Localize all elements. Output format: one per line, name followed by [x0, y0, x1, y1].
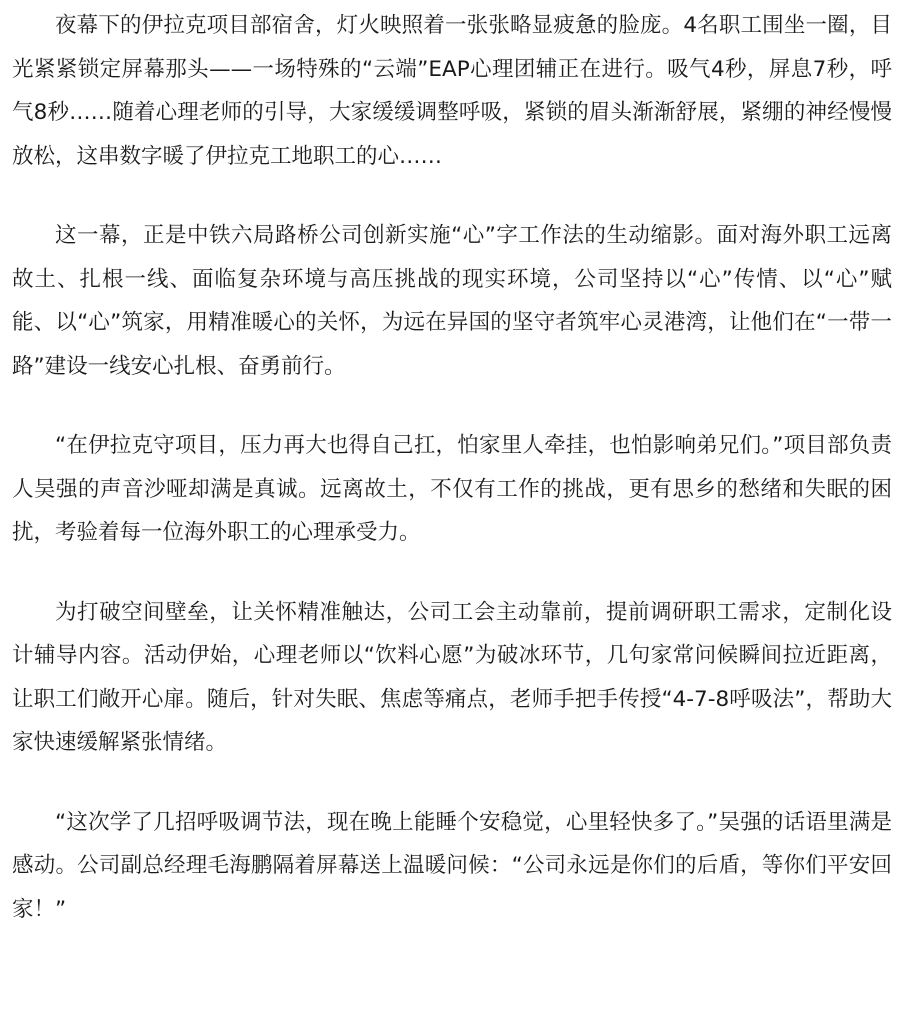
article-paragraph: 这一幕，正是中铁六局路桥公司创新实施“心”字工作法的生动缩影。面对海外职工远离故土、扎根一线、面临复杂环境与高压挑战的现实环境，公司坚持以“心”传情、以“心”赋能、以“心”筑家，用精准暖心的关怀，为远在异国的坚守者筑牢心灵港湾，让他们在“一带一路”建设一线安心扎根、奋勇前行。 — [12, 223, 892, 379]
article-paragraph: “这次学了几招呼吸调节法，现在晚上能睡个安稳觉，心里轻快多了。”吴强的话语里满是感动。公司副总经理毛海鹏隔着屏幕送上温暖问候：“公司永远是你们的后盾，等你们平安回家！” — [12, 809, 892, 922]
article-body — [12, 4, 892, 931]
article-paragraph: “在伊拉克守项目，压力再大也得自己扛，怕家里人牵挂，也怕影响弟兄们。”项目部负责人吴强的声音沙哑却满是真诚。远离故土，不仅有工作的挑战，更有思乡的愁绪和失眠的困扰，考验着每一位海外职工的心理承受力。 — [12, 433, 892, 545]
article-paragraph: 为打破空间壁垒，让关怀精准触达，公司工会主动靠前，提前调研职工需求，定制化设计辅导内容。活动伊始，心理老师以“饮料心愿”为破冰环节，几句家常问候瞬间拉近距离，让职工们敞开心扉。随后，针对失眠、焦虑等痛点，老师手把手传授“4-7-8呼吸法”，帮助大家快速缓解紧张情绪。 — [12, 599, 892, 755]
article-paragraph: 夜幕下的伊拉克项目部宿舍，灯火映照着一张张略显疲惫的脸庞。4名职工围坐一圈，目光紧紧锁定屏幕那头——一场特殊的“云端”EAP心理团辅正在进行。吸气4秒，屏息7秒，呼气8秒……随着心理老师的引导，大家缓缓调整呼吸，紧锁的眉头渐渐舒展，紧绷的神经慢慢放松，这串数字暖了伊拉克工地职工的心…… — [12, 13, 892, 169]
